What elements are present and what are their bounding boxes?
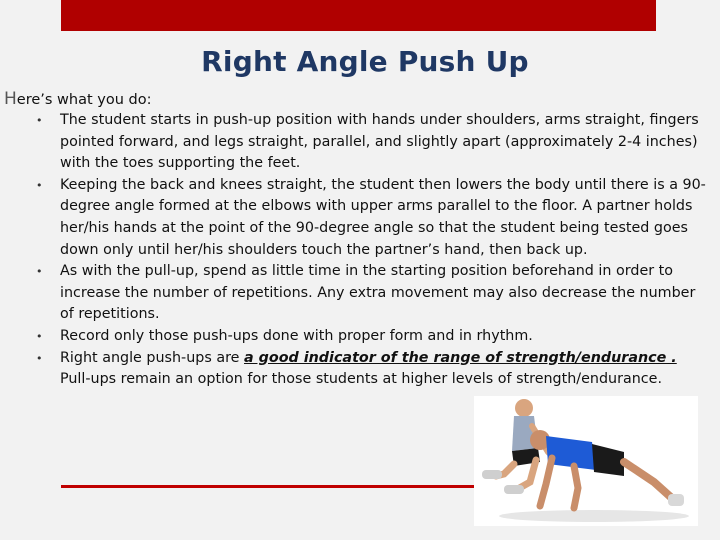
intro-text <box>4 89 152 109</box>
pushup-photo <box>474 396 698 526</box>
last-item-before: Right angle push-ups are <box>60 349 245 366</box>
list-item <box>36 175 708 261</box>
slide-title: Right Angle Push Up <box>201 45 529 78</box>
list-item <box>36 348 708 391</box>
intro-rest: ere’s what you do: <box>16 92 152 108</box>
emphasis-underlined-text: a good indicator of the range of strength/endurance . <box>244 349 677 366</box>
list-item <box>36 326 708 348</box>
bullet-icon: • <box>36 329 43 343</box>
list-item <box>36 110 708 175</box>
list-item-text: As with the pull-up, spend as little time in the starting position beforehand in order to increase the number of repetitions. Any extra movement may also decrease the number of repetitions. <box>60 263 696 323</box>
bullet-icon: • <box>36 114 43 127</box>
intro-initial: H <box>4 89 17 109</box>
bullet-icon: • <box>36 351 43 365</box>
list-item <box>36 261 708 326</box>
last-item-after: Pull-ups remain an option for those students at higher levels of strength/endurance. <box>60 371 663 388</box>
bullet-icon: • <box>36 178 43 192</box>
bullet-icon: • <box>36 265 43 279</box>
list-item-text: The student starts in push-up position with hands under shoulders, arms straight, fingers pointed forward, and legs straight, parallel, and slightly apart (approximately 2-4 inches) with the toes supporting the feet. <box>60 112 699 172</box>
bottom-accent-line <box>61 485 486 488</box>
instruction-list <box>36 110 708 391</box>
list-item-text: Keeping the back and knees straight, the student then lowers the body until there is a 90-degree angle formed at the elbows with upper arms parallel to the floor. A partner holds her/his hands at the point of the 90-degree angle so that the student being tested goes down only until her/his shoulders touch the partner’s hand, then back up. <box>60 176 706 258</box>
pushup-illustration-icon <box>474 396 698 526</box>
list-item-text: Record only those push-ups done with proper form and in rhythm. <box>60 327 533 344</box>
top-accent-band <box>61 0 656 31</box>
